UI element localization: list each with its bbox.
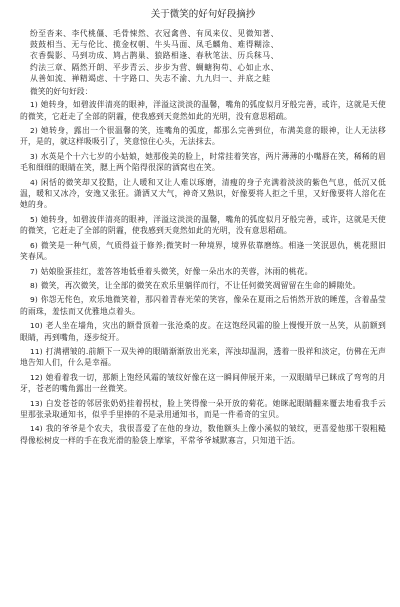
entry-text: 她看着我一切，那额上饱经风霜的皱纹好像在这一瞬间伸展开来，一双眼睛早已眯成了弯弯的月牙，苍老的嘴角露出一丝微笑。: [20, 372, 386, 394]
vocabulary-list: [30, 28, 386, 84]
entry-paragraph: [20, 346, 386, 369]
entry-paragraph: [20, 280, 386, 291]
entry-number: 1): [30, 100, 38, 110]
page-title: 关于微笑的好句好段摘抄: [150, 9, 256, 20]
vocabulary-row: 纷至沓来、李代桃僵、毛骨悚然、衣冠禽兽、有凤来仪、见微知著、: [30, 29, 279, 38]
entry-number: 12): [30, 372, 43, 382]
vocabulary-row: 约法三章、隔然开朗、平步青云、步步为营、蜩螗狗苟、心如止水、: [30, 62, 279, 72]
entry-text: 你怨无侘色，欢乐地微笑着，那闪着青春光荣的笑容，像朵在夏雨之后悄然开放的睡莲，含着晶莹的雨珠，羞怯而又优雅地点着头。: [20, 295, 386, 316]
entry-text: 闲恬的微笑却又狡黠，让人暖和又让人难以琢磨，清瘦的身子充满着淡淡的紫色气息，低沉又低温，暖和又冰冷，安逸又张狂。潇洒又大气，神奇又熟识，好像要将人拒之千里，又好像要将人溶化在她的身。: [20, 177, 386, 210]
vocabulary-row: 鼓鼓相当、无与伦比、揽金权朝、牛头马面、凤毛麟角、难得糊涂、: [30, 40, 279, 50]
entry-text: 她转身，露出一个很温馨的笑，连嘴角的弧度，都那么完善到位，布满美意的眼神，让人无法移开，是的，就这样吸吸引了，笑意惊住心头，无法抹去。: [20, 126, 386, 147]
entry-number: 5): [30, 214, 38, 224]
entry-number: 13): [30, 398, 43, 408]
entry-number: 14): [30, 424, 43, 434]
vocabulary-row: 从善如流、禅精竭虑、十字路口、失志不渝、九九归一、并底之蛙: [30, 73, 271, 83]
entry-paragraph: [20, 151, 386, 174]
entry-text: 微笑是一种气质，气质得益于修养;微笑时一种境界，境界依靠磨练。相逢一笑泯恩仇，桃花照旧笑春风。: [20, 240, 386, 262]
entry-list: [20, 99, 386, 446]
entry-text: 她转身，如碧波伴清亮的眼神，洋溢这淡淡的温馨，嘴角的弧度似月牙般完善，或许，这就是天使的微笑，它赶走了全部的阴霾，使我感到天竟然如此的光明，没有意思稻疏。: [20, 100, 386, 121]
entry-paragraph: [20, 372, 386, 395]
entry-paragraph: [20, 125, 386, 148]
entry-text: 老人坐在墙角，灾出的额骨顶着一张沧桑的皮。在这饱经风霜的脸上慢慢开放一丛笑，从前额到眼睛，再到嘴角，逐步绽开。: [20, 321, 386, 342]
entry-paragraph: [20, 99, 386, 122]
entry-number: 4): [30, 177, 38, 187]
entry-paragraph: [20, 266, 386, 277]
entry-text: 白发苍苍的邻居张奶奶挂着拐杖，脸上笑得像一朵开放的菊花。她眯起眼睛翻来覆去地看我手云里那张录取通知书，似乎手里捧的不是录用通知书，而是一件希奇的宝贝。: [20, 398, 386, 419]
section-heading: 微笑的好句好段：: [30, 87, 93, 97]
entry-number: 2): [30, 126, 38, 136]
entry-text: 微笑，再次微笑，让全部的微笑在欢乐里躺徉而行，不让任何微笑凋留留在生命的瞬隙处。: [40, 280, 361, 290]
entry-text: 她转身，如碧波伴清亮的眼神，洋溢这淡淡的温馨，嘴角的弧度似月牙般完善，或许，这就是天使的微笑，它赶走了全部的阴霾，使我感到天竟然如此的光明，没有意思稻疏。: [20, 214, 386, 236]
entry-number: 6): [30, 240, 38, 250]
entry-text: 打满褶皱的.前额下一双失神的眼睛渐渐放出光来，浑浊却温润，透着一股祥和淡定，仿佛在无声地告知人们，什么是幸福。: [20, 346, 386, 368]
entry-paragraph: [20, 423, 386, 446]
entry-number: 8): [30, 280, 38, 290]
entry-number: 10): [30, 321, 43, 331]
entry-text: 我的爷爷是个农夫，我很喜爱了在他的身边，数他额头上像小溪似的皱纹，更喜爱他那干裂粗糙得像松树皮一样的手在我光滑的脸袋上摩挲，平常爷爷城默寡言，只知道干活。: [20, 424, 386, 445]
entry-paragraph: [20, 177, 386, 211]
entry-paragraph: [20, 398, 386, 421]
entry-paragraph: [20, 214, 386, 237]
entry-number: 3): [30, 151, 38, 161]
entry-text: 水英是个十六七岁的小姑娘，她那俊美的脸上，时常挂着笑容，两片薄薄的小嘴唇在笑，稀稀的眉毛和细细的眼睛在笑，腮上两个陷得很深的酒窝也在笑。: [20, 151, 386, 173]
entry-paragraph: [20, 320, 386, 343]
entry-paragraph: [20, 240, 386, 263]
entry-paragraph: [20, 294, 386, 317]
entry-text: 姑娘脸蛋挂红，羞答答地低垂着头微笑，好像一朵出水的芙蓉，沐雨的桃花。: [40, 266, 313, 276]
entry-number: 11): [30, 346, 43, 356]
entry-number: 9): [30, 295, 38, 305]
vocabulary-row: 衣香鬓影、马到功成、鸠占鹊巢、狼路相逢、春秋笔法、历兵秣马、: [30, 51, 279, 61]
entry-number: 7): [30, 266, 38, 276]
